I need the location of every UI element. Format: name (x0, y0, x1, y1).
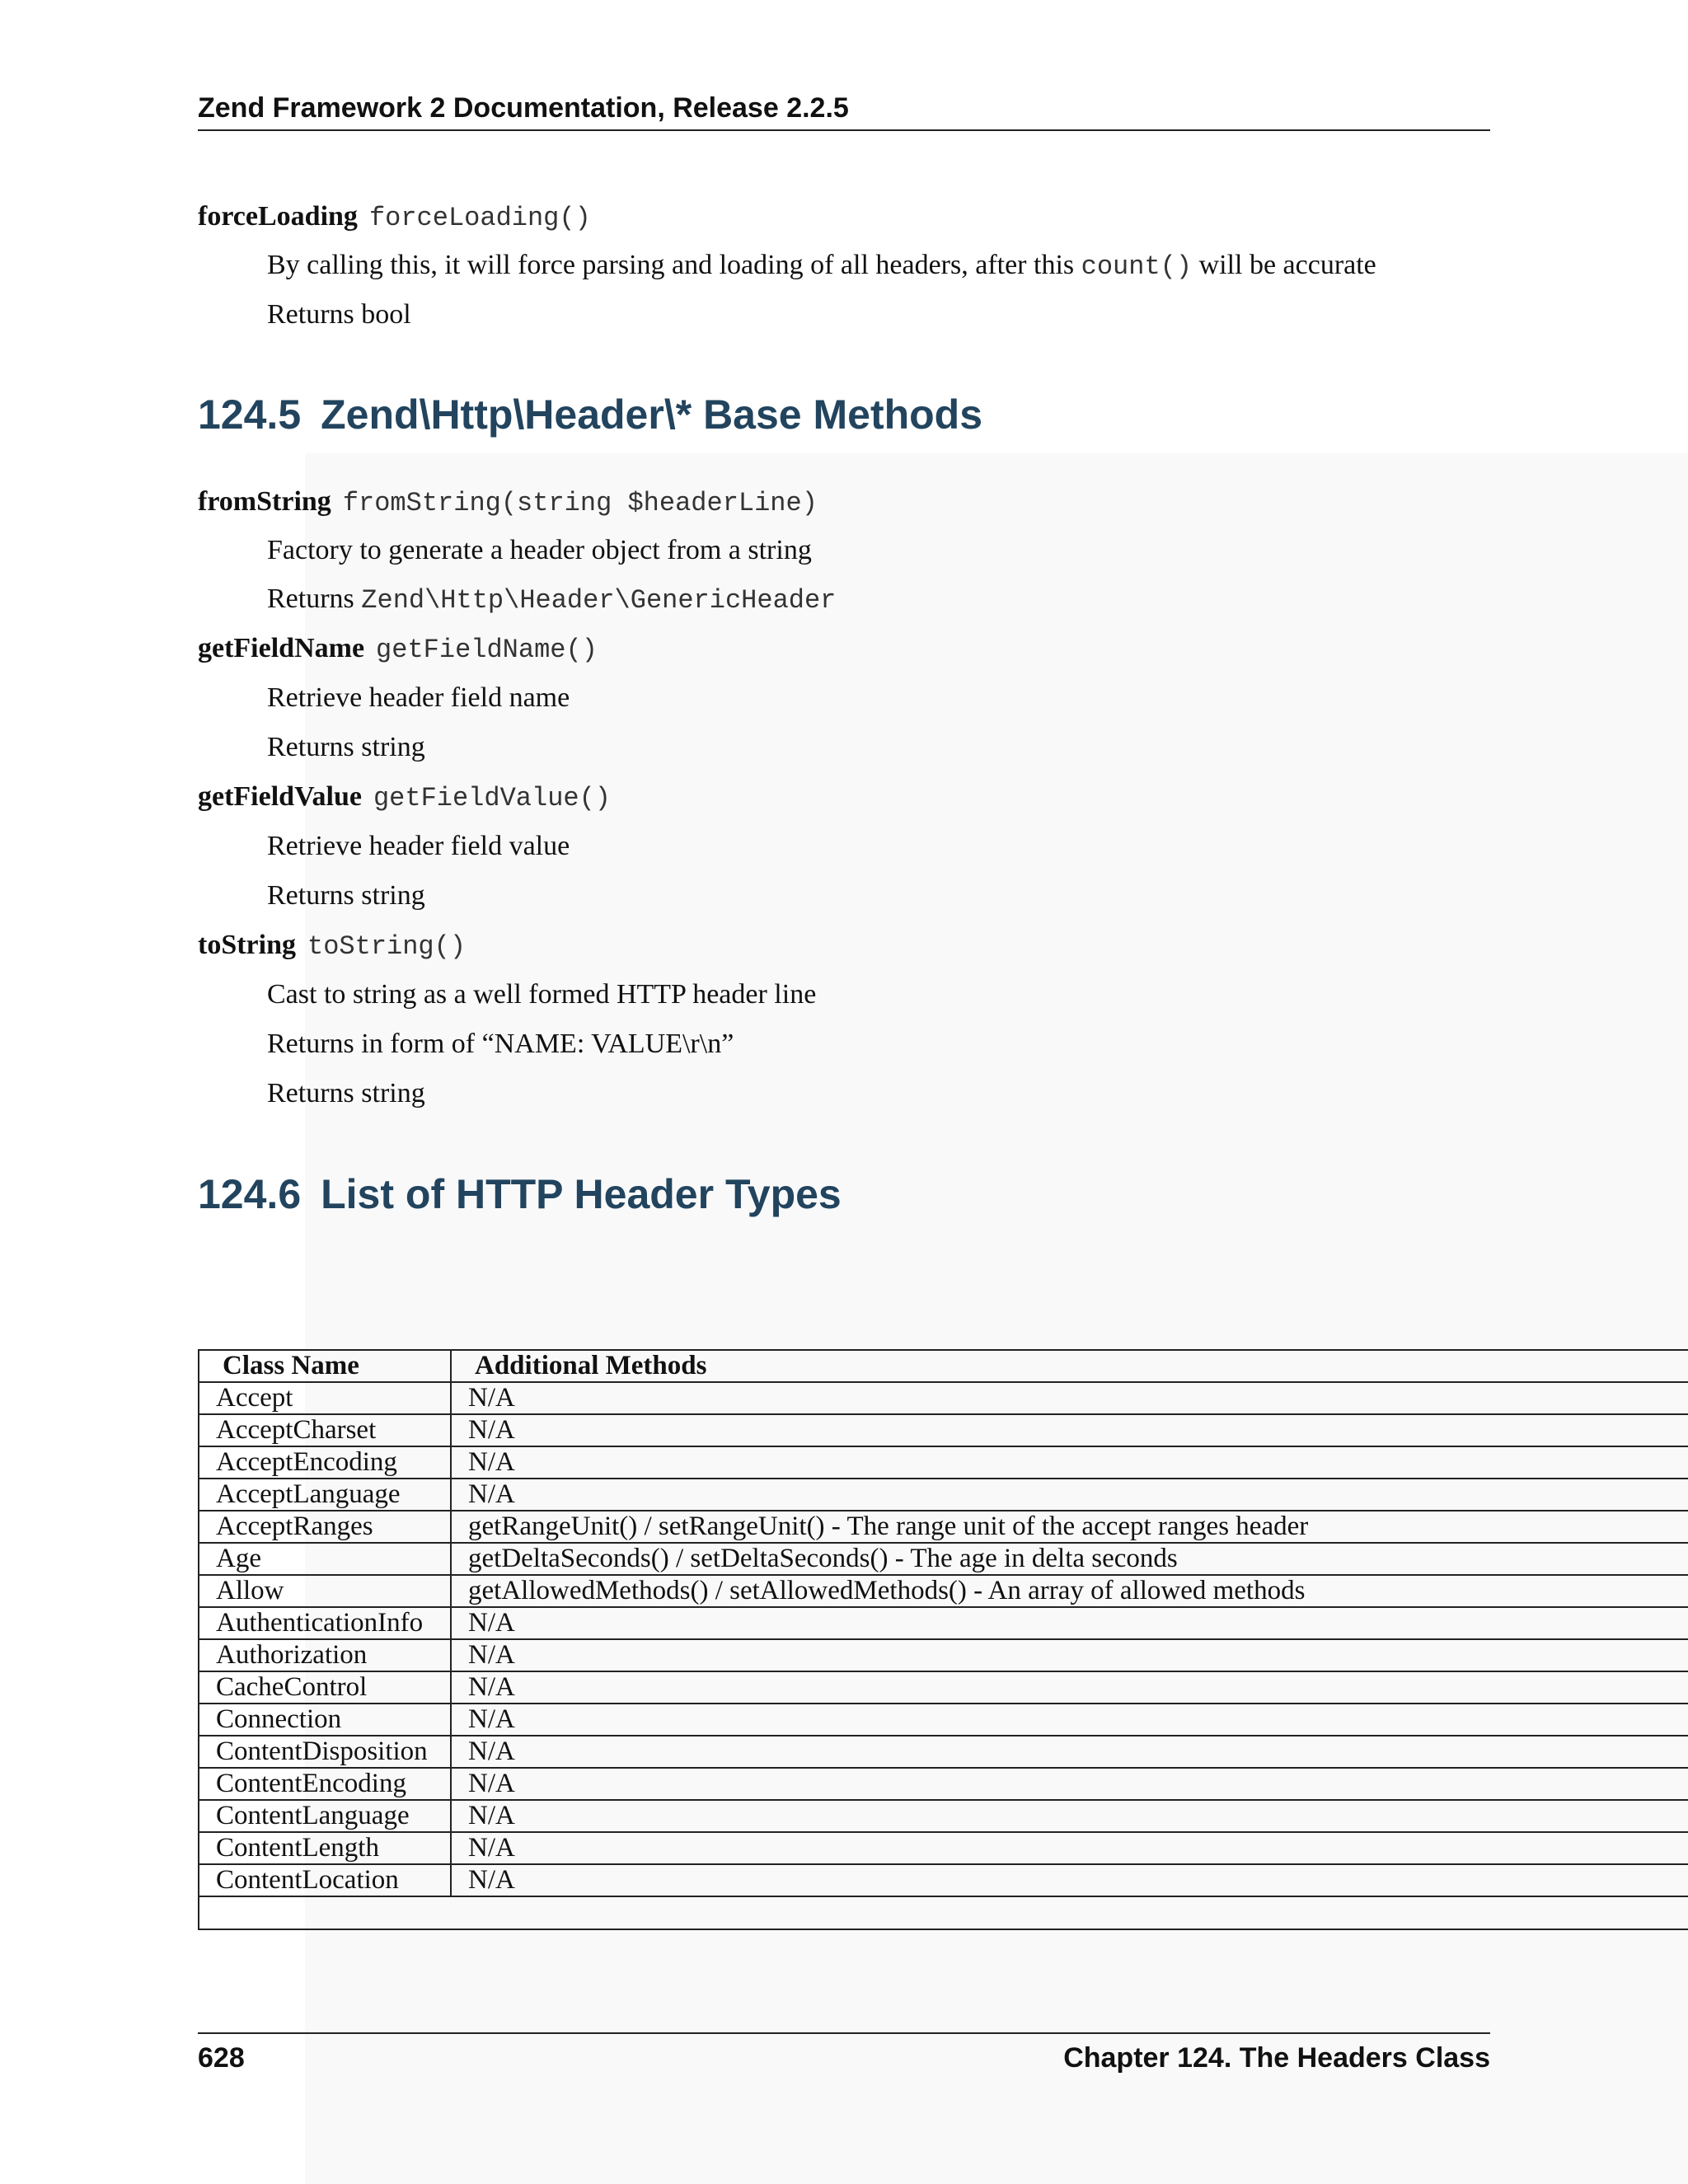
empty-cell (199, 1896, 1688, 1929)
method-from-string (198, 486, 818, 518)
cell-class-name: Allow (199, 1575, 451, 1607)
inline-code: count() (1081, 251, 1193, 282)
method-signature: toString() (307, 931, 467, 962)
cell-additional-methods: getDeltaSeconds() / setDeltaSeconds() - The age in delta seconds (451, 1543, 1688, 1575)
method-description (267, 250, 1376, 282)
table-row (199, 1832, 1688, 1864)
table-row (199, 1479, 1688, 1511)
cell-additional-methods: N/A (451, 1800, 1688, 1832)
method-description-format: Returns in form of “NAME: VALUE\r\n” (267, 1029, 734, 1059)
table-row (199, 1543, 1688, 1575)
cell-additional-methods: N/A (451, 1382, 1688, 1414)
cell-class-name: Accept (199, 1382, 451, 1414)
cell-class-name: ContentLength (199, 1832, 451, 1864)
section-title: List of HTTP Header Types (321, 1171, 842, 1217)
table-row (199, 1607, 1688, 1639)
cell-additional-methods: N/A (451, 1736, 1688, 1768)
method-signature: getFieldName() (376, 635, 598, 665)
table-row (199, 1446, 1688, 1479)
table-row (199, 1800, 1688, 1832)
cell-class-name: ContentLocation (199, 1864, 451, 1896)
cell-class-name: ContentEncoding (199, 1768, 451, 1800)
cell-additional-methods: N/A (451, 1414, 1688, 1446)
table-header-row (199, 1350, 1688, 1382)
table-row (199, 1736, 1688, 1768)
section-number: 124.6 (198, 1171, 302, 1217)
cell-class-name: AcceptLanguage (199, 1479, 451, 1511)
description-text-end: will be accurate (1192, 250, 1376, 280)
method-signature: fromString(string $headerLine) (342, 488, 818, 518)
cell-additional-methods: getAllowedMethods() / setAllowedMethods() - An array of allowed methods (451, 1575, 1688, 1607)
cell-class-name: Connection (199, 1704, 451, 1736)
method-to-string (198, 930, 466, 962)
table-row (199, 1671, 1688, 1704)
method-name: getFieldName (198, 633, 365, 663)
method-name: fromString (198, 486, 331, 517)
cell-additional-methods: N/A (451, 1671, 1688, 1704)
method-name: forceLoading (198, 201, 358, 232)
table-row (199, 1414, 1688, 1446)
cell-additional-methods: N/A (451, 1864, 1688, 1896)
method-returns: Returns string (267, 732, 425, 762)
cell-class-name: AcceptCharset (199, 1414, 451, 1446)
method-description: Factory to generate a header object from a string (267, 535, 812, 565)
page-number: 628 (198, 2042, 245, 2074)
column-header-additional-methods: Additional Methods (451, 1350, 1688, 1382)
table-row (199, 1704, 1688, 1736)
table-row (199, 1575, 1688, 1607)
section-title: Zend\Http\Header\* Base Methods (321, 391, 983, 438)
footer-rule (198, 2032, 1490, 2034)
method-get-field-name (198, 633, 598, 665)
method-returns: Returns string (267, 880, 425, 911)
cell-class-name: ContentLanguage (199, 1800, 451, 1832)
cell-additional-methods: N/A (451, 1607, 1688, 1639)
table-body (199, 1382, 1688, 1929)
header-types-table (198, 1349, 1688, 1930)
method-force-loading (198, 201, 591, 233)
chapter-title: Chapter 124. The Headers Class (1063, 2042, 1490, 2074)
method-returns: Returns string (267, 1078, 425, 1108)
returns-type: Zend\Http\Header\GenericHeader (361, 585, 837, 616)
cell-class-name: CacheControl (199, 1671, 451, 1704)
method-returns (267, 583, 836, 616)
method-description: Retrieve header field name (267, 682, 570, 713)
cell-additional-methods: N/A (451, 1832, 1688, 1864)
cell-class-name: ContentDisposition (199, 1736, 451, 1768)
method-name: getFieldValue (198, 781, 362, 812)
table-row (199, 1768, 1688, 1800)
cell-class-name: AcceptEncoding (199, 1446, 451, 1479)
returns-label: Returns (267, 583, 362, 614)
method-signature: getFieldValue() (373, 783, 611, 813)
method-signature: forceLoading() (368, 203, 591, 233)
method-get-field-value (198, 781, 611, 813)
cell-class-name: AuthenticationInfo (199, 1607, 451, 1639)
column-header-class-name: Class Name (199, 1350, 451, 1382)
method-returns: Returns bool (267, 299, 411, 330)
cell-additional-methods: N/A (451, 1446, 1688, 1479)
page-header: Zend Framework 2 Documentation, Release 2.2.5 (198, 92, 1490, 131)
table-row (199, 1382, 1688, 1414)
method-description: Cast to string as a well formed HTTP header line (267, 979, 817, 1010)
method-description: Retrieve header field value (267, 831, 570, 861)
description-text: By calling this, it will force parsing and loading of all headers, after this (267, 250, 1081, 280)
table-row (199, 1864, 1688, 1896)
cell-additional-methods: N/A (451, 1704, 1688, 1736)
cell-additional-methods: N/A (451, 1768, 1688, 1800)
cell-additional-methods: N/A (451, 1479, 1688, 1511)
section-heading-header-types (198, 1170, 842, 1218)
table-row (199, 1639, 1688, 1671)
table-row (199, 1511, 1688, 1543)
section-heading-base-methods (198, 391, 982, 438)
cell-class-name: Authorization (199, 1639, 451, 1671)
cell-additional-methods: getRangeUnit() / setRangeUnit() - The range unit of the accept ranges header (451, 1511, 1688, 1543)
cell-class-name: AcceptRanges (199, 1511, 451, 1543)
method-name: toString (198, 930, 296, 960)
cell-class-name: Age (199, 1543, 451, 1575)
cell-additional-methods: N/A (451, 1639, 1688, 1671)
section-number: 124.5 (198, 391, 302, 438)
table-empty-row (199, 1896, 1688, 1929)
